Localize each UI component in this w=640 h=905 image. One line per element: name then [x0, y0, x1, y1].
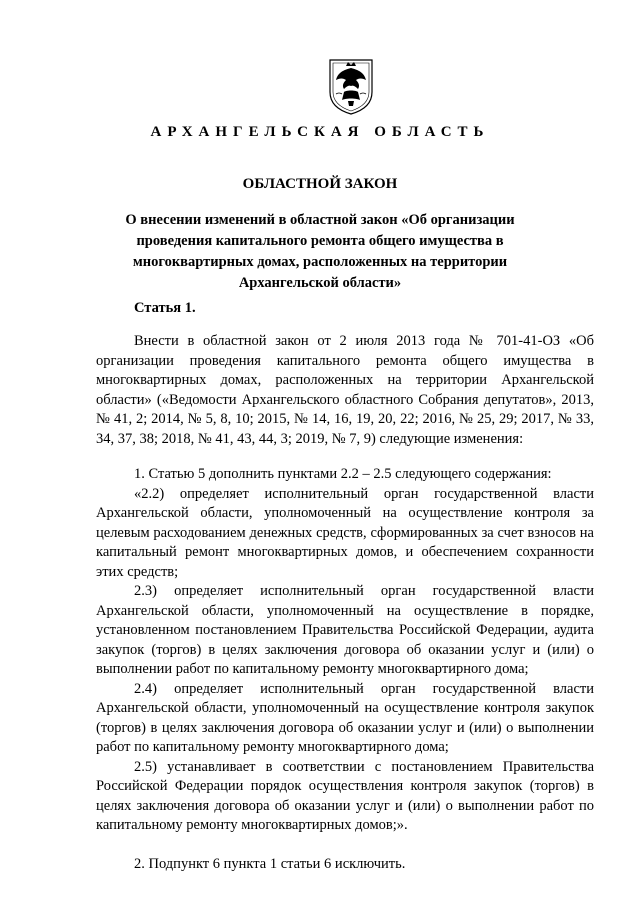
region-name: АРХАНГЕЛЬСКАЯ ОБЛАСТЬ — [150, 124, 490, 140]
paragraph-2-4: 2.4) определяет исполнительный орган государственной власти Архангельской области, уполномоченный на осуществление контроля закупок (торгов) в целях заключения договора об оказании услуг и (или) о выполнении работ по капитальному ремонту многоквартирного дома; — [96, 680, 594, 755]
law-subject: О внесении изменений в областной закон «Об организации проведения капитального ремонта общего имущества в многоквартирных домах, расположенных на территории Архангельской области» — [125, 212, 515, 291]
paragraph-item-1: 1. Статью 5 дополнить пунктами 2.2 – 2.5 следующего содержания: — [134, 466, 552, 482]
paragraph-2-3: 2.3) определяет исполнительный орган государственной власти Архангельской области, уполномоченный на осуществление в порядке, установленном постановлением Правительства Российской Федерации, аудита закупок (торгов) в целях заключения договора об оказании услуг и (или) о выполнении работ по капитальному ремонту многоквартирного дома; — [96, 583, 594, 677]
law-title: ОБЛАСТНОЙ ЗАКОН — [242, 176, 398, 192]
article-heading: Статья 1. — [134, 300, 196, 316]
paragraph-2-5: 2.5) устанавливает в соответствии с постановлением Правительства Российской Федерации порядок осуществления контроля закупок (торгов) в целях заключения договора об оказании услуг и (или) о выполнении работ по капитальному ремонту многоквартирных домов;». — [96, 758, 594, 833]
coat-of-arms-icon — [326, 56, 376, 116]
paragraph-2-2: «2.2) определяет исполнительный орган государственной власти Архангельской области, уполномоченный на осуществление контроля за целевым расходованием денежных средств, сформированных за счет взносов на капитальный ремонт многоквартирных домов, и обеспечением сохранности этих средств; — [96, 485, 594, 580]
paragraph-intro: Внести в областной закон от 2 июля 2013 года № 701-41-ОЗ «Об организации проведения капитального ремонта общего имущества в многоквартирных домах, расположенных на территории Архангельской области» («Ведомости Архангельского областного Собрания депутатов», 2013, № 41, 2; 2014, № 5, 8, 10; 2015, № 14, 16, 19, 20, 22; 2016, № 25, 29; 2017, № 33, 34, 37, 38; 2018, № 41, 43, 44, 3; 2019, № 7, 9) следующие изменения: — [96, 333, 594, 447]
article-body — [96, 332, 594, 874]
paragraph-item-2: 2. Подпункт 6 пункта 1 статьи 6 исключить. — [134, 855, 406, 872]
